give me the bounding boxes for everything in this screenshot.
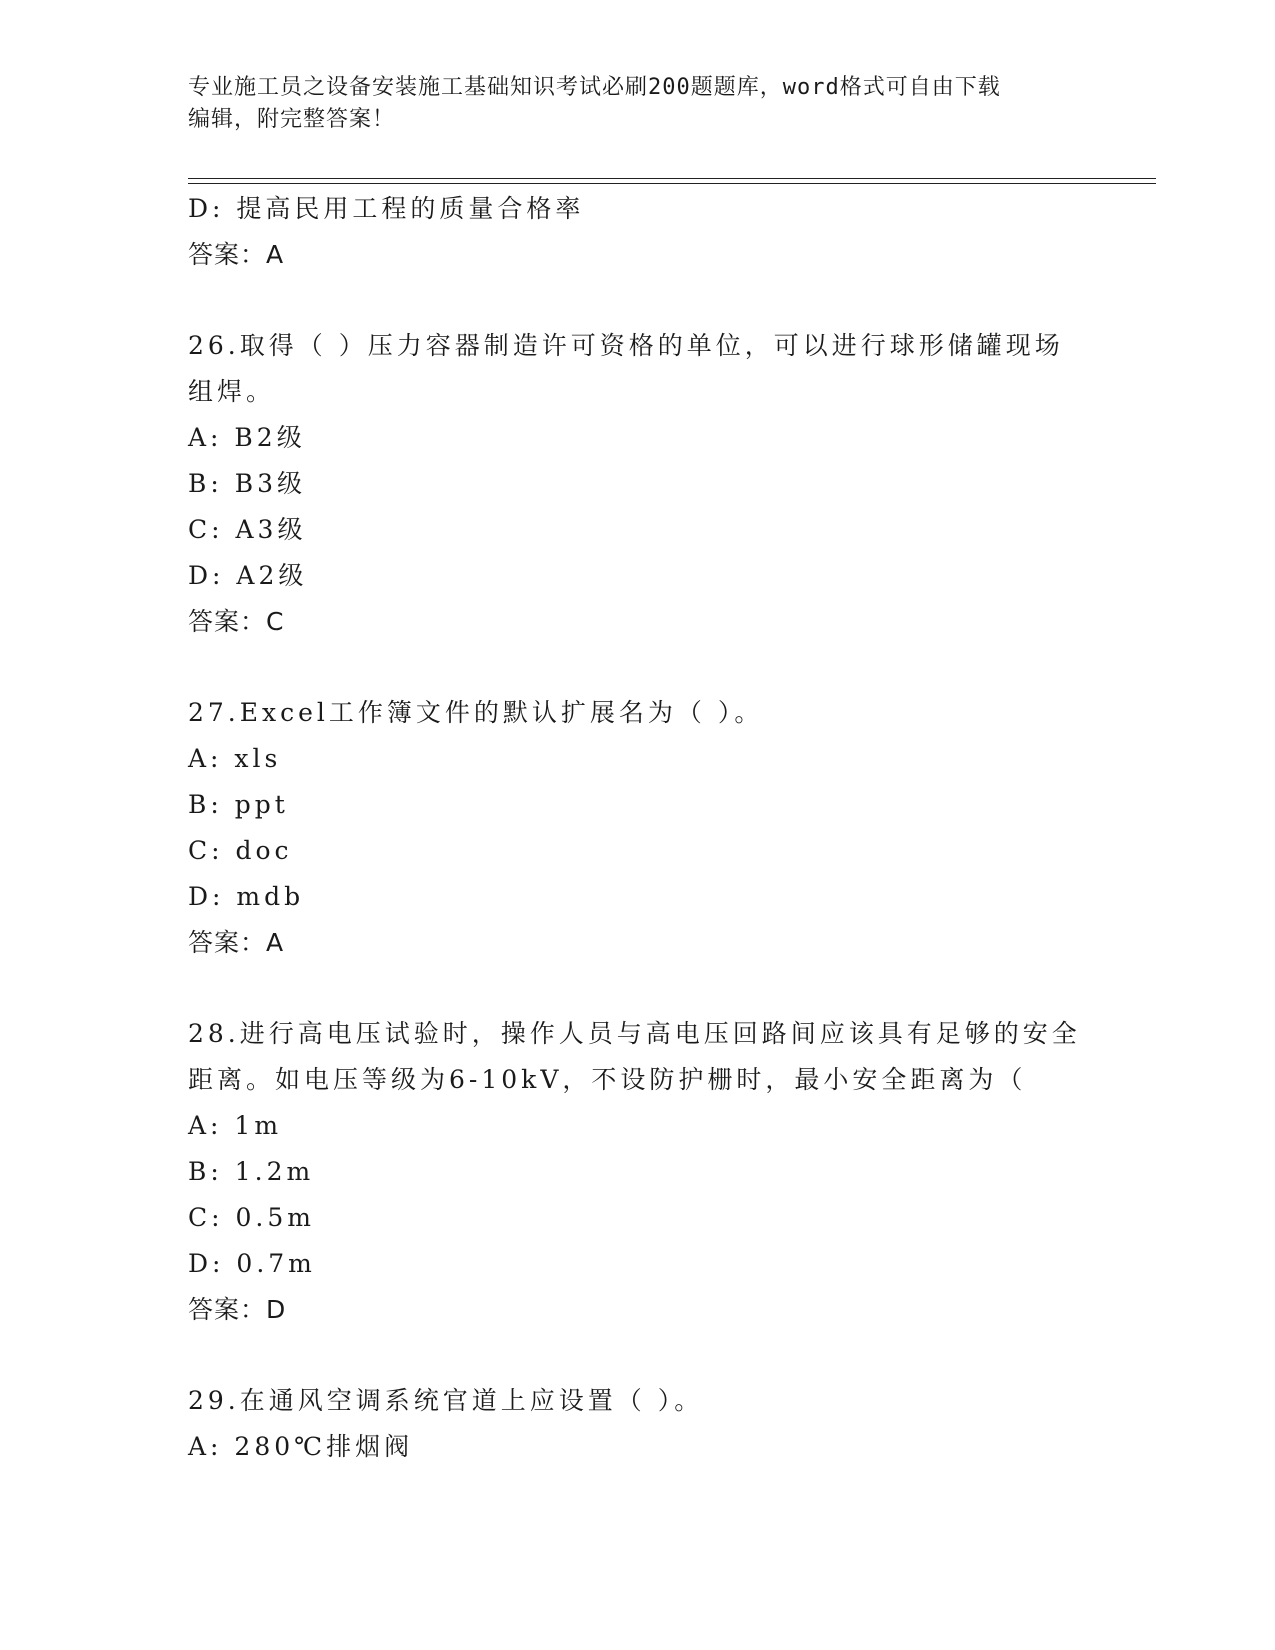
option-b: B: 1.2m xyxy=(188,1157,315,1186)
option-a: A: 1m xyxy=(188,1111,283,1140)
answer-line: 答案：D xyxy=(188,1295,287,1324)
question-26 xyxy=(188,323,1088,645)
answer-line: 答案：A xyxy=(188,240,285,269)
answer-line: 答案：A xyxy=(188,928,285,957)
header-line-2: 编辑，附完整答案！ xyxy=(188,107,396,132)
option-b: B: B3级 xyxy=(188,469,307,498)
option-d: D: 0.7m xyxy=(188,1249,316,1278)
question-28 xyxy=(188,1011,1088,1333)
question-text: 28.进行高电压试验时，操作人员与高电压回路间应该具有足够的安全 xyxy=(188,1019,1081,1048)
question-text: 27.Excel工作簿文件的默认扩展名为（ ）。 xyxy=(188,698,764,727)
option-d: D: 提高民用工程的质量合格率 xyxy=(188,194,585,223)
question-text-cont: 距离。如电压等级为6-10kV，不设防护栅时，最小安全距离为（ xyxy=(188,1065,1027,1094)
document-body xyxy=(188,186,1088,1470)
question-29 xyxy=(188,1378,1088,1470)
answer-line: 答案：C xyxy=(188,607,285,636)
option-a: A: B2级 xyxy=(188,423,306,452)
option-c: C: doc xyxy=(188,836,293,865)
option-a: A: xls xyxy=(188,744,282,773)
question-text: 26.取得（ ）压力容器制造许可资格的单位，可以进行球形储罐现场 xyxy=(188,331,1064,360)
header-divider-bottom xyxy=(188,183,1156,184)
option-d: D: mdb xyxy=(188,882,305,911)
question-text: 29.在通风空调系统官道上应设置（ ）。 xyxy=(188,1386,704,1415)
option-d: D: A2级 xyxy=(188,561,308,590)
option-b: B: ppt xyxy=(188,790,289,819)
header-line-1: 专业施工员之设备安装施工基础知识考试必刷200题题库，word格式可自由下载 xyxy=(188,75,1001,100)
option-c: C: 0.5m xyxy=(188,1203,315,1232)
question-27 xyxy=(188,690,1088,966)
document-header xyxy=(188,72,1068,136)
option-a: A: 280℃排烟阀 xyxy=(188,1432,414,1461)
option-c: C: A3级 xyxy=(188,515,307,544)
question-text-cont: 组焊。 xyxy=(188,377,276,406)
header-divider-top xyxy=(188,178,1156,179)
